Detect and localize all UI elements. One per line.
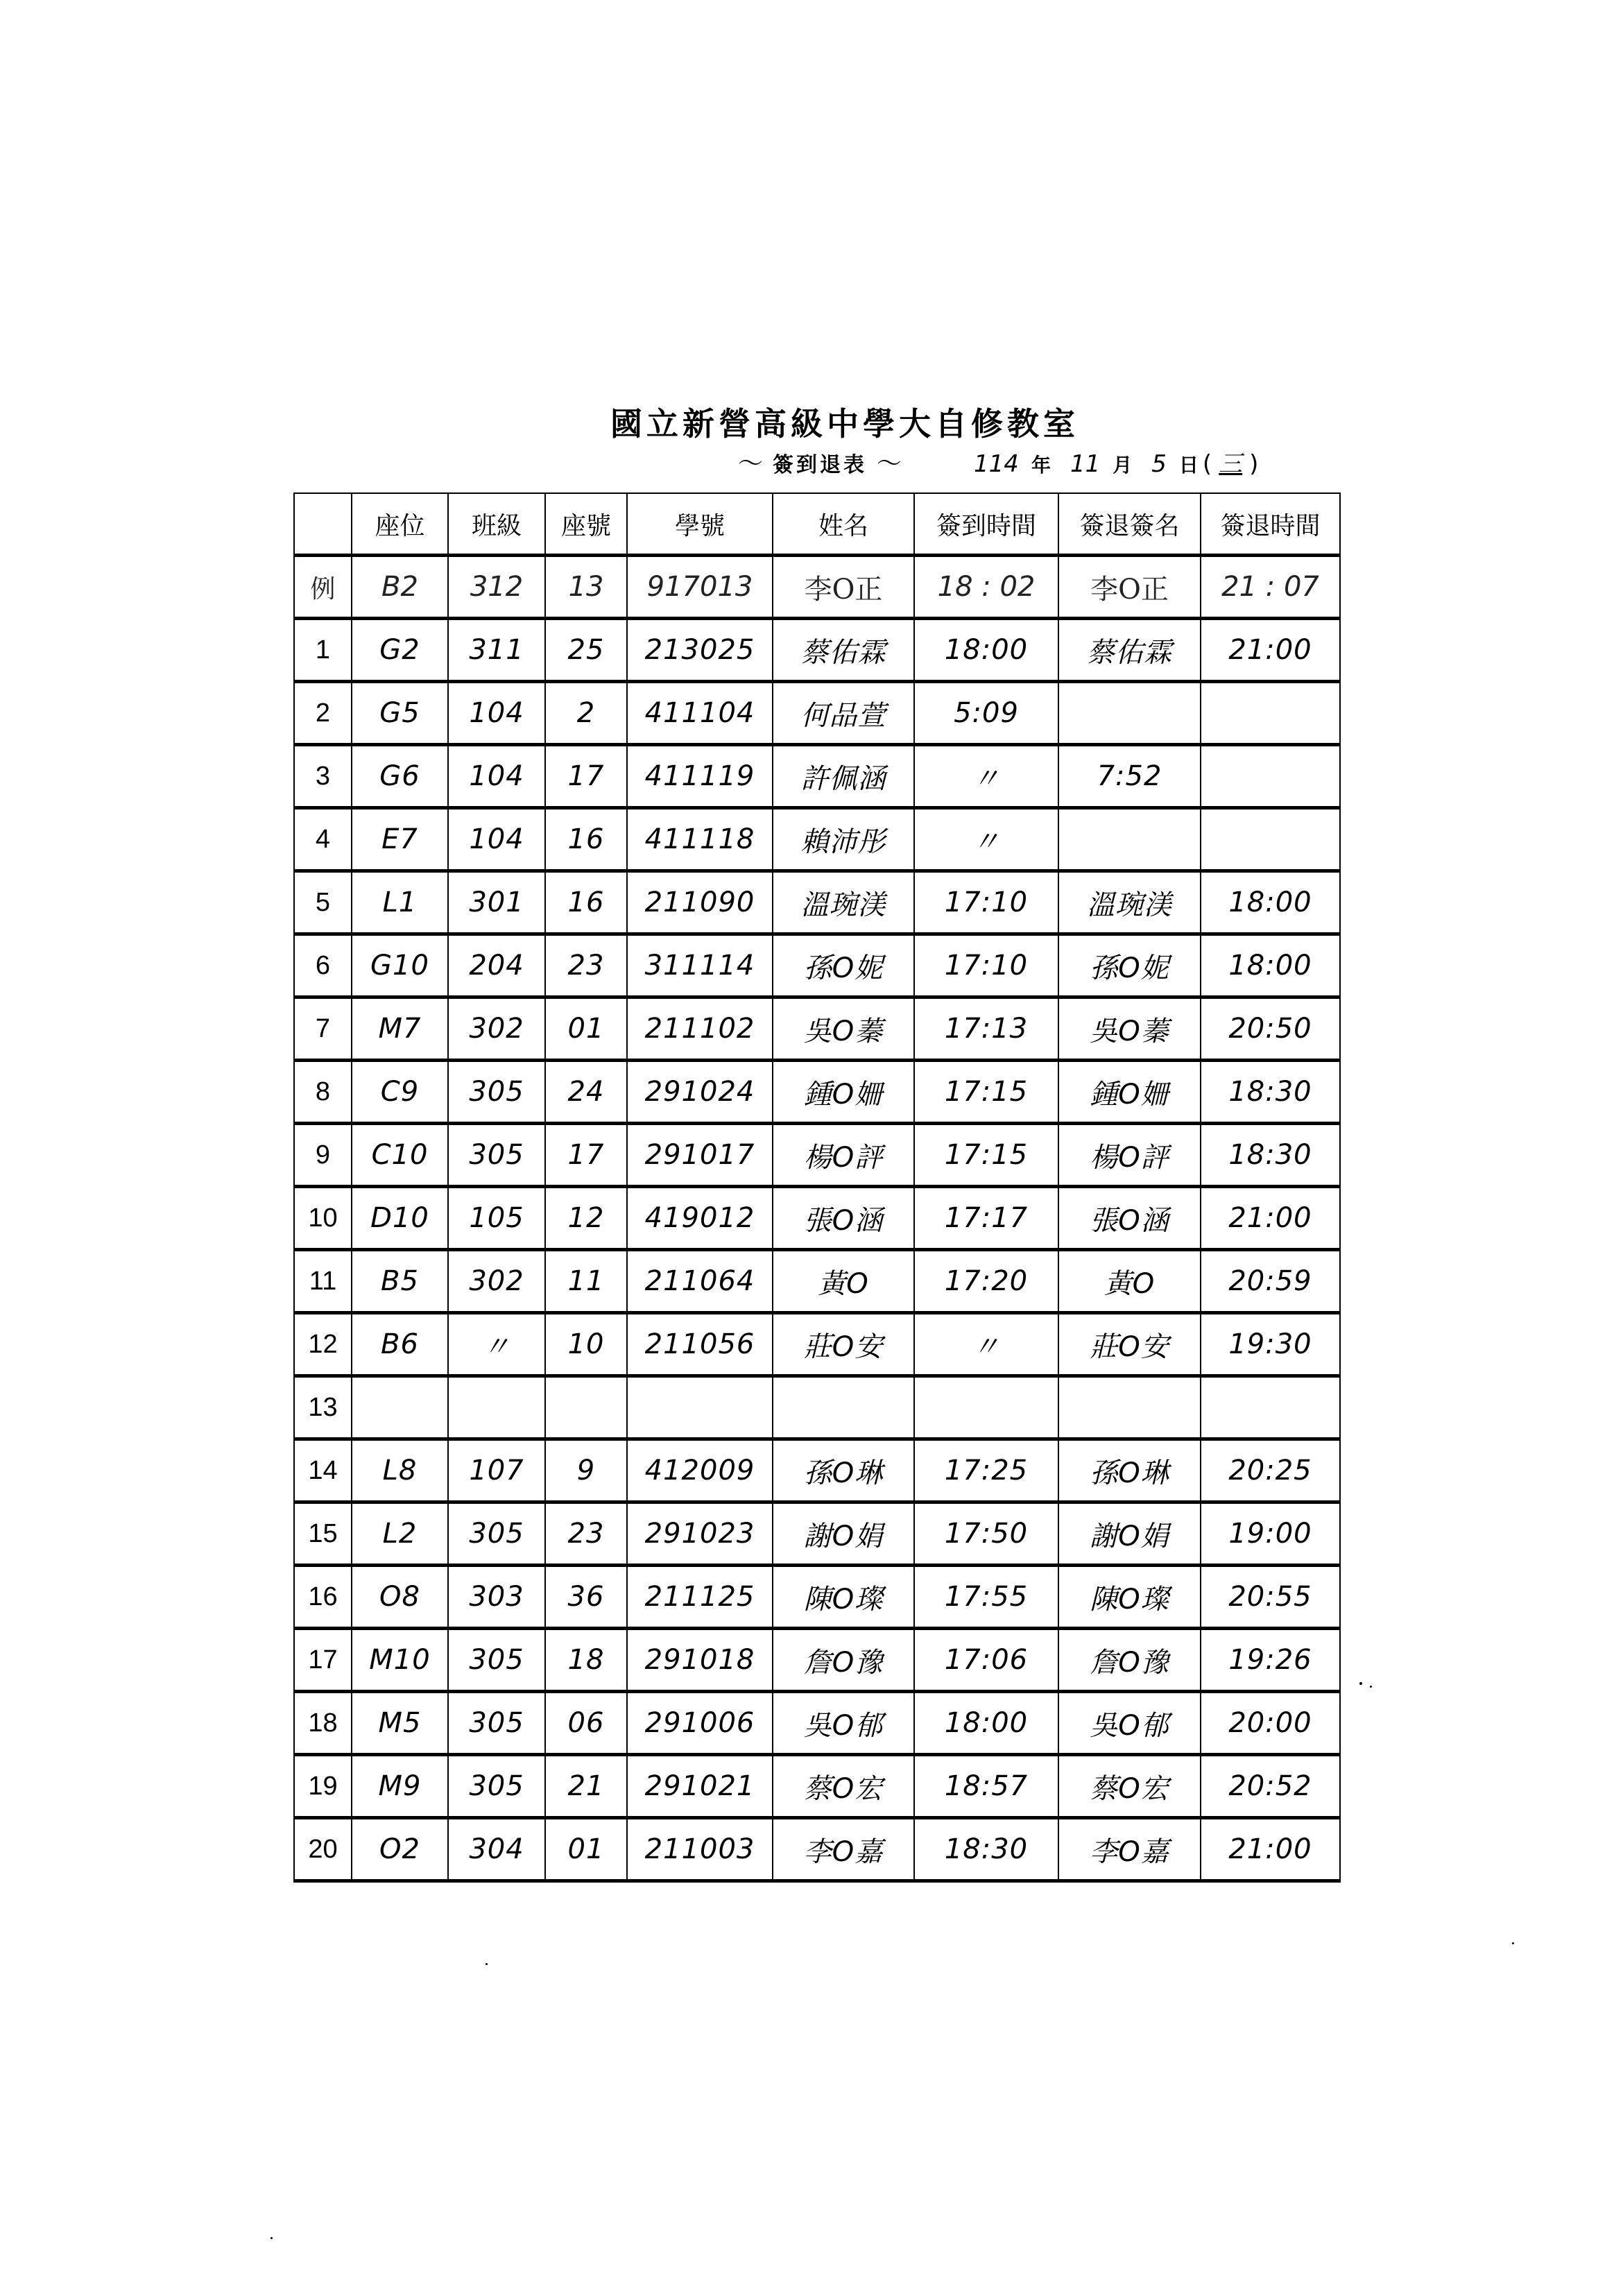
row-index: 18 xyxy=(294,1692,352,1755)
example-row xyxy=(294,556,1340,619)
checkout-time-cell: 18:30 xyxy=(1201,1061,1340,1124)
row-index: 15 xyxy=(294,1502,352,1566)
col-student-id: 學號 xyxy=(627,493,773,556)
student-id-cell: 213025 xyxy=(627,619,773,682)
checkout-signature-cell xyxy=(1058,682,1201,745)
checkout-time-cell: 20:50 xyxy=(1201,997,1340,1061)
number-cell: 16 xyxy=(545,871,627,934)
class-cell: 311 xyxy=(448,619,545,682)
checkin-time-cell: 〃 xyxy=(914,808,1058,871)
page-title: 國立新營高級中學大自修教室 xyxy=(610,405,1079,443)
row-index: 20 xyxy=(294,1818,352,1881)
date-day: 5 xyxy=(1151,450,1167,478)
seat-cell: O8 xyxy=(352,1566,448,1629)
checkout-time-cell xyxy=(1201,682,1340,745)
name-cell: 溫琬渼 xyxy=(773,871,914,934)
name-cell: 賴沛彤 xyxy=(773,808,914,871)
class-cell: 303 xyxy=(448,1566,545,1629)
row-index: 8 xyxy=(294,1061,352,1124)
checkin-time-cell: 17:25 xyxy=(914,1439,1058,1502)
name-cell: 陳O璨 xyxy=(773,1566,914,1629)
col-class: 班級 xyxy=(448,493,545,556)
table-row xyxy=(294,1187,1340,1250)
checkout-time-cell: 19:00 xyxy=(1201,1502,1340,1566)
name-cell: 許佩涵 xyxy=(773,745,914,808)
table-row xyxy=(294,682,1340,745)
number-cell: 01 xyxy=(545,997,627,1061)
number-cell: 9 xyxy=(545,1439,627,1502)
seat-cell xyxy=(352,1376,448,1439)
checkout-signature-cell xyxy=(1058,1376,1201,1439)
student-id-cell: 291023 xyxy=(627,1502,773,1566)
sign-in-out-table xyxy=(293,492,1341,1883)
class-cell: 304 xyxy=(448,1818,545,1881)
col-seat: 座位 xyxy=(352,493,448,556)
checkin-time-cell: 5:09 xyxy=(914,682,1058,745)
number-cell: 12 xyxy=(545,1187,627,1250)
checkout-signature-cell: 孫O琳 xyxy=(1058,1439,1201,1502)
seat-cell: L8 xyxy=(352,1439,448,1502)
table-row xyxy=(294,1502,1340,1566)
checkout-signature-cell: 陳O璨 xyxy=(1058,1566,1201,1629)
row-index: 16 xyxy=(294,1566,352,1629)
checkout-signature-cell: 楊O評 xyxy=(1058,1124,1201,1187)
table-row xyxy=(294,871,1340,934)
checkout-signature-cell: 蔡O宏 xyxy=(1058,1755,1201,1818)
name-cell: 何品萱 xyxy=(773,682,914,745)
name-cell: 楊O評 xyxy=(773,1124,914,1187)
name-cell: 孫O妮 xyxy=(773,934,914,997)
student-id-cell: 291021 xyxy=(627,1755,773,1818)
checkout-time-cell: 18:00 xyxy=(1201,934,1340,997)
table-row xyxy=(294,745,1340,808)
class-cell: 305 xyxy=(448,1061,545,1124)
checkin-time-cell: 17:20 xyxy=(914,1250,1058,1313)
row-index: 12 xyxy=(294,1313,352,1376)
seat-cell: B5 xyxy=(352,1250,448,1313)
date-weekday: 三 xyxy=(1219,450,1243,478)
name-cell: 吳O蓁 xyxy=(773,997,914,1061)
student-id-cell: 917013 xyxy=(627,556,773,619)
table-row xyxy=(294,1124,1340,1187)
table-row xyxy=(294,1692,1340,1755)
name-cell: 詹O豫 xyxy=(773,1629,914,1692)
class-cell: 305 xyxy=(448,1629,545,1692)
col-checkin-time: 簽到時間 xyxy=(914,493,1058,556)
checkout-time-cell: 19:26 xyxy=(1201,1629,1340,1692)
name-cell: 黃O xyxy=(773,1250,914,1313)
row-index: 4 xyxy=(294,808,352,871)
seat-cell: E7 xyxy=(352,808,448,871)
table-row xyxy=(294,1250,1340,1313)
checkout-signature-cell: 黃O xyxy=(1058,1250,1201,1313)
student-id-cell: 291018 xyxy=(627,1629,773,1692)
date-day-unit: 日 xyxy=(1178,454,1199,477)
row-index: 11 xyxy=(294,1250,352,1313)
table-row xyxy=(294,1629,1340,1692)
col-checkout-signature: 簽退簽名 xyxy=(1058,493,1201,556)
name-cell: 李O正 xyxy=(773,556,914,619)
student-id-cell: 411104 xyxy=(627,682,773,745)
checkout-time-cell: 21:00 xyxy=(1201,619,1340,682)
seat-cell: D10 xyxy=(352,1187,448,1250)
class-cell xyxy=(448,1376,545,1439)
header-row xyxy=(294,493,1340,556)
row-index: 5 xyxy=(294,871,352,934)
col-name: 姓名 xyxy=(773,493,914,556)
row-index: 9 xyxy=(294,1124,352,1187)
col-checkout-time: 簽退時間 xyxy=(1201,493,1340,556)
name-cell: 謝O娟 xyxy=(773,1502,914,1566)
student-id-cell: 411119 xyxy=(627,745,773,808)
class-cell: 〃 xyxy=(448,1313,545,1376)
row-index: 7 xyxy=(294,997,352,1061)
checkout-signature-cell: 謝O娟 xyxy=(1058,1502,1201,1566)
student-id-cell: 291006 xyxy=(627,1692,773,1755)
class-cell: 104 xyxy=(448,745,545,808)
number-cell xyxy=(545,1376,627,1439)
subtitle-line xyxy=(728,444,1258,479)
name-cell: 莊O安 xyxy=(773,1313,914,1376)
table-row xyxy=(294,1755,1340,1818)
table-row xyxy=(294,934,1340,997)
name-cell: 鍾O姍 xyxy=(773,1061,914,1124)
checkin-time-cell: 17:13 xyxy=(914,997,1058,1061)
seat-cell: B2 xyxy=(352,556,448,619)
class-cell: 301 xyxy=(448,871,545,934)
checkin-time-cell: 17:06 xyxy=(914,1629,1058,1692)
checkout-time-cell xyxy=(1201,808,1340,871)
class-cell: 305 xyxy=(448,1124,545,1187)
row-index: 13 xyxy=(294,1376,352,1439)
number-cell: 11 xyxy=(545,1250,627,1313)
checkout-time-cell: 21:00 xyxy=(1201,1818,1340,1881)
name-cell: 吳O郁 xyxy=(773,1692,914,1755)
class-cell: 305 xyxy=(448,1502,545,1566)
name-cell: 蔡O宏 xyxy=(773,1755,914,1818)
row-index: 3 xyxy=(294,745,352,808)
number-cell: 01 xyxy=(545,1818,627,1881)
checkin-time-cell: 18:00 xyxy=(914,619,1058,682)
student-id-cell: 291017 xyxy=(627,1124,773,1187)
checkout-time-cell: 20:59 xyxy=(1201,1250,1340,1313)
number-cell: 23 xyxy=(545,1502,627,1566)
example-label: 例 xyxy=(294,556,352,619)
table-row xyxy=(294,997,1340,1061)
weekday-close: ) xyxy=(1249,450,1259,478)
checkout-time-cell: 20:25 xyxy=(1201,1439,1340,1502)
table-row xyxy=(294,1439,1340,1502)
date-year-unit: 年 xyxy=(1031,454,1051,477)
date-month-unit: 月 xyxy=(1113,454,1133,477)
scan-speck xyxy=(270,2237,273,2239)
student-id-cell: 291024 xyxy=(627,1061,773,1124)
checkin-time-cell: 18:30 xyxy=(914,1818,1058,1881)
checkin-time-cell: 17:10 xyxy=(914,871,1058,934)
seat-cell: G10 xyxy=(352,934,448,997)
student-id-cell: 411118 xyxy=(627,808,773,871)
checkout-signature-cell: 溫琬渼 xyxy=(1058,871,1201,934)
table-row xyxy=(294,808,1340,871)
checkin-time-cell: 17:15 xyxy=(914,1061,1058,1124)
name-cell: 孫O琳 xyxy=(773,1439,914,1502)
seat-cell: M9 xyxy=(352,1755,448,1818)
checkout-signature-cell: 李O嘉 xyxy=(1058,1818,1201,1881)
number-cell: 2 xyxy=(545,682,627,745)
row-index: 6 xyxy=(294,934,352,997)
class-cell: 302 xyxy=(448,1250,545,1313)
checkout-time-cell: 20:52 xyxy=(1201,1755,1340,1818)
checkout-signature-cell: 7:52 xyxy=(1058,745,1201,808)
number-cell: 23 xyxy=(545,934,627,997)
seat-cell: M5 xyxy=(352,1692,448,1755)
name-cell: 蔡佑霖 xyxy=(773,619,914,682)
class-cell: 204 xyxy=(448,934,545,997)
checkout-signature-cell: 張O涵 xyxy=(1058,1187,1201,1250)
date-month: 11 xyxy=(1070,450,1101,478)
name-cell xyxy=(773,1376,914,1439)
student-id-cell: 419012 xyxy=(627,1187,773,1250)
number-cell: 13 xyxy=(545,556,627,619)
table-row xyxy=(294,1566,1340,1629)
checkin-time-cell: 17:55 xyxy=(914,1566,1058,1629)
class-cell: 104 xyxy=(448,682,545,745)
checkout-signature-cell: 詹O豫 xyxy=(1058,1629,1201,1692)
checkout-signature-cell: 吳O蓁 xyxy=(1058,997,1201,1061)
row-index: 17 xyxy=(294,1629,352,1692)
seat-cell: C9 xyxy=(352,1061,448,1124)
checkout-time-cell: 21 : 07 xyxy=(1201,556,1340,619)
name-cell: 李O嘉 xyxy=(773,1818,914,1881)
number-cell: 17 xyxy=(545,745,627,808)
number-cell: 06 xyxy=(545,1692,627,1755)
checkout-signature-cell: 鍾O姍 xyxy=(1058,1061,1201,1124)
checkout-signature-cell: 吳O郁 xyxy=(1058,1692,1201,1755)
checkout-time-cell: 18:30 xyxy=(1201,1124,1340,1187)
number-cell: 10 xyxy=(545,1313,627,1376)
checkout-signature-cell: 孫O妮 xyxy=(1058,934,1201,997)
number-cell: 24 xyxy=(545,1061,627,1124)
seat-cell: G5 xyxy=(352,682,448,745)
seat-cell: G6 xyxy=(352,745,448,808)
class-cell: 305 xyxy=(448,1692,545,1755)
checkout-time-cell: 19:30 xyxy=(1201,1313,1340,1376)
weekday-open: ( xyxy=(1202,450,1212,478)
number-cell: 21 xyxy=(545,1755,627,1818)
checkin-time-cell: 18 : 02 xyxy=(914,556,1058,619)
table-row xyxy=(294,1376,1340,1439)
table-row xyxy=(294,1061,1340,1124)
row-index: 2 xyxy=(294,682,352,745)
student-id-cell: 211125 xyxy=(627,1566,773,1629)
form-name: 簽到退表 xyxy=(773,453,868,477)
number-cell: 16 xyxy=(545,808,627,871)
checkin-time-cell: 18:57 xyxy=(914,1755,1058,1818)
seat-cell: M10 xyxy=(352,1629,448,1692)
checkout-time-cell: 20:55 xyxy=(1201,1566,1340,1629)
name-cell: 張O涵 xyxy=(773,1187,914,1250)
tilde-left: ～ xyxy=(738,449,764,478)
table-row xyxy=(294,1818,1340,1881)
number-cell: 25 xyxy=(545,619,627,682)
tilde-right: ～ xyxy=(877,449,902,478)
table-row xyxy=(294,619,1340,682)
seat-cell: G2 xyxy=(352,619,448,682)
student-id-cell: 311114 xyxy=(627,934,773,997)
checkout-time-cell xyxy=(1201,745,1340,808)
class-cell: 104 xyxy=(448,808,545,871)
checkin-time-cell: 18:00 xyxy=(914,1692,1058,1755)
checkout-time-cell: 18:00 xyxy=(1201,871,1340,934)
checkout-time-cell: 21:00 xyxy=(1201,1187,1340,1250)
class-cell: 302 xyxy=(448,997,545,1061)
row-index: 14 xyxy=(294,1439,352,1502)
row-index: 10 xyxy=(294,1187,352,1250)
checkout-time-cell: 20:00 xyxy=(1201,1692,1340,1755)
checkout-signature-cell xyxy=(1058,808,1201,871)
row-index: 19 xyxy=(294,1755,352,1818)
checkout-signature-cell: 莊O安 xyxy=(1058,1313,1201,1376)
seat-cell: L2 xyxy=(352,1502,448,1566)
seat-cell: C10 xyxy=(352,1124,448,1187)
col-number: 座號 xyxy=(545,493,627,556)
date-year: 114 xyxy=(974,450,1019,478)
scan-speck xyxy=(1370,1686,1372,1688)
class-cell: 312 xyxy=(448,556,545,619)
scan-speck xyxy=(1359,1682,1362,1685)
checkout-time-cell xyxy=(1201,1376,1340,1439)
scan-speck xyxy=(1512,1942,1514,1944)
checkin-time-cell: 17:15 xyxy=(914,1124,1058,1187)
student-id-cell: 211003 xyxy=(627,1818,773,1881)
number-cell: 36 xyxy=(545,1566,627,1629)
checkin-time-cell: 〃 xyxy=(914,1313,1058,1376)
student-id-cell: 211090 xyxy=(627,871,773,934)
checkin-time-cell: 〃 xyxy=(914,745,1058,808)
table-row xyxy=(294,1313,1340,1376)
number-cell: 17 xyxy=(545,1124,627,1187)
seat-cell: L1 xyxy=(352,871,448,934)
student-id-cell: 412009 xyxy=(627,1439,773,1502)
class-cell: 107 xyxy=(448,1439,545,1502)
checkin-time-cell: 17:10 xyxy=(914,934,1058,997)
number-cell: 18 xyxy=(545,1629,627,1692)
col-index xyxy=(294,493,352,556)
student-id-cell xyxy=(627,1376,773,1439)
checkout-signature-cell: 李O正 xyxy=(1058,556,1201,619)
checkin-time-cell xyxy=(914,1376,1058,1439)
checkin-time-cell: 17:50 xyxy=(914,1502,1058,1566)
student-id-cell: 211102 xyxy=(627,997,773,1061)
checkout-signature-cell: 蔡佑霖 xyxy=(1058,619,1201,682)
seat-cell: B6 xyxy=(352,1313,448,1376)
seat-cell: M7 xyxy=(352,997,448,1061)
class-cell: 105 xyxy=(448,1187,545,1250)
scan-speck xyxy=(486,1963,488,1965)
class-cell: 305 xyxy=(448,1755,545,1818)
student-id-cell: 211056 xyxy=(627,1313,773,1376)
row-index: 1 xyxy=(294,619,352,682)
seat-cell: O2 xyxy=(352,1818,448,1881)
student-id-cell: 211064 xyxy=(627,1250,773,1313)
checkin-time-cell: 17:17 xyxy=(914,1187,1058,1250)
